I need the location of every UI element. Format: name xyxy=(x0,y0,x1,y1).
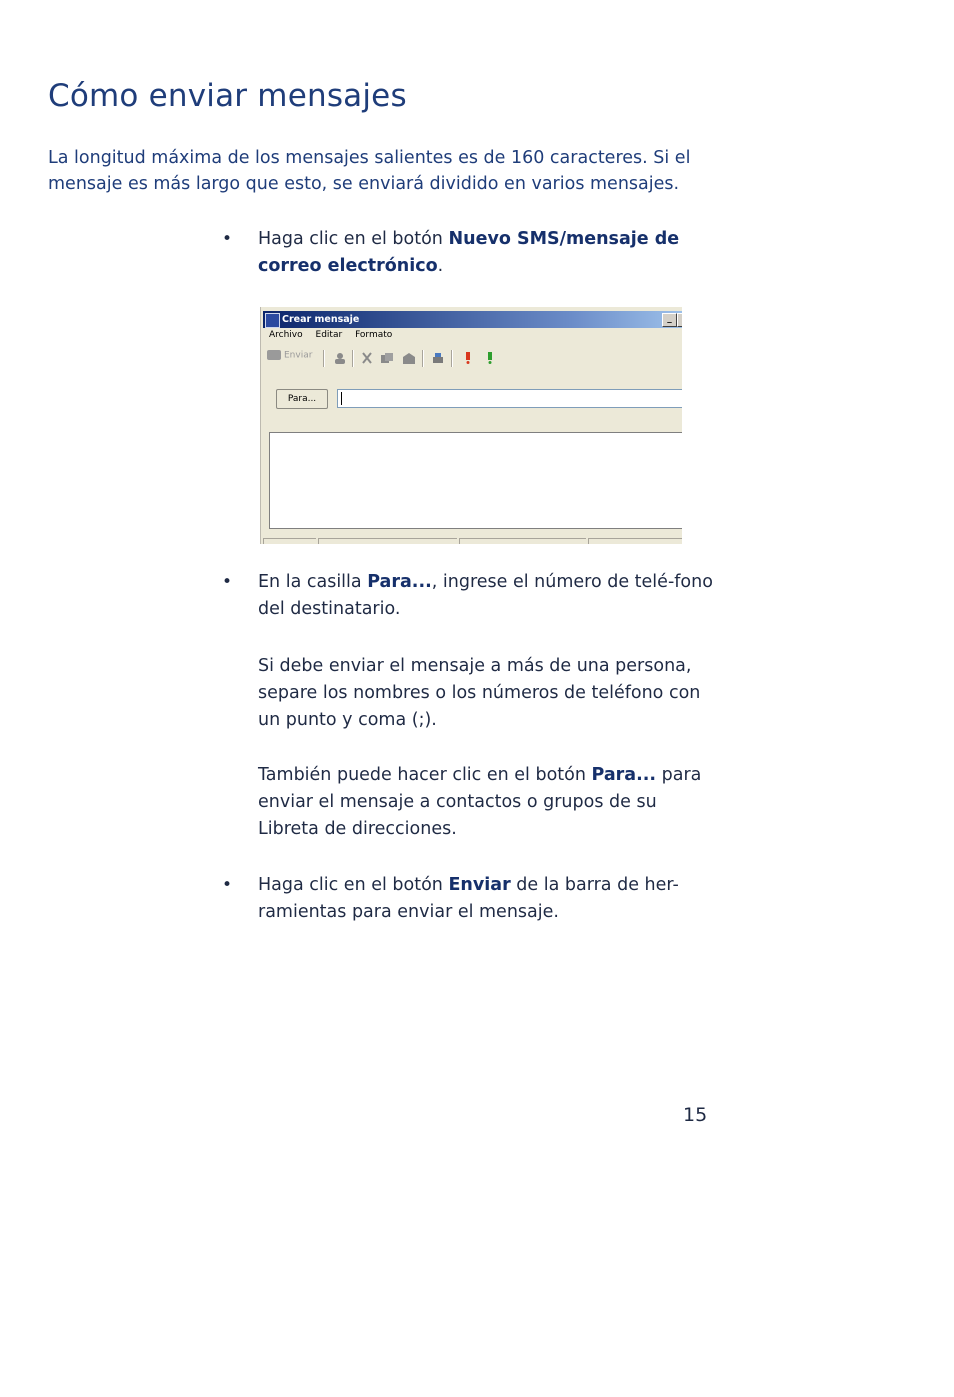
high-priority-icon[interactable] xyxy=(461,352,475,364)
status-cell xyxy=(318,538,457,544)
step-1 xyxy=(258,226,718,280)
step-3-text: Haga clic en el botón xyxy=(258,875,449,895)
toolbar-separator xyxy=(422,350,424,367)
cut-icon[interactable] xyxy=(360,352,374,364)
intro-text: La longitud máxima de los mensajes salientes es de 160 caracteres. Si el mensaje es más largo que esto, se enviará dividido en varios mensajes. xyxy=(48,148,691,194)
toolbar-separator xyxy=(451,350,453,367)
send-label: Enviar xyxy=(284,350,313,361)
step-2-text: En la casilla xyxy=(258,572,368,592)
bullet: • xyxy=(222,229,233,249)
paste-icon[interactable] xyxy=(402,352,416,364)
status-cell xyxy=(588,538,682,544)
to-button-ref: Para... xyxy=(367,572,432,592)
bullet: • xyxy=(222,572,233,592)
to-button-ref: Para... xyxy=(591,765,657,785)
new-message-button-ref: Nuevo SMS/mensaje de correo electrónico xyxy=(258,229,680,276)
step-1-end: . xyxy=(437,256,444,276)
status-bar xyxy=(261,537,682,544)
toolbar-separator xyxy=(352,350,354,367)
toolbar-separator xyxy=(323,350,325,367)
copy-icon[interactable] xyxy=(380,352,394,364)
send-button-ref: Enviar xyxy=(448,875,511,895)
recipient-input[interactable] xyxy=(337,389,682,408)
toolbar xyxy=(265,347,682,369)
step-2-note-1: Si debe enviar el mensaje a más de una persona, separe los nombres o los números de teléfono con un punto y coma (;). xyxy=(258,656,701,730)
send-button[interactable] xyxy=(267,350,312,361)
step-2-end: , ingrese el número de telé-fono del destinatario. xyxy=(258,572,713,619)
to-button[interactable]: Para... xyxy=(276,389,328,409)
menu-formato[interactable]: Formato xyxy=(355,330,393,340)
step-2-note-2 xyxy=(258,762,718,843)
step-2-note-end: para enviar el mensaje a contactos o grupos de su Libreta de direcciones. xyxy=(258,765,702,839)
send-icon xyxy=(267,350,281,360)
step-3-end: de la barra de her-ramientas para enviar el mensaje. xyxy=(258,875,679,922)
page-title: Cómo enviar mensajes xyxy=(48,78,407,114)
step-1-text: Haga clic en el botón xyxy=(258,229,449,249)
window-titlebar xyxy=(263,311,682,328)
minimize-button[interactable]: _ xyxy=(662,313,677,327)
window-title: Crear mensaje xyxy=(282,314,360,325)
bullet: • xyxy=(222,875,233,895)
menu-editar[interactable]: Editar xyxy=(315,330,343,340)
message-body[interactable] xyxy=(269,432,682,529)
low-priority-icon[interactable] xyxy=(483,352,497,364)
page-number: 15 xyxy=(683,1104,708,1126)
contact-icon[interactable] xyxy=(333,352,347,364)
step-2-note-text: También puede hacer clic en el botón xyxy=(258,765,592,785)
create-message-window xyxy=(260,307,682,544)
text-caret xyxy=(341,392,342,405)
app-icon xyxy=(265,313,280,328)
menu-bar xyxy=(269,330,402,340)
maximize-button[interactable] xyxy=(677,313,682,327)
step-3 xyxy=(258,872,718,926)
menu-archivo[interactable]: Archivo xyxy=(269,330,303,340)
status-cell xyxy=(263,538,316,544)
status-cell xyxy=(459,538,586,544)
step-2 xyxy=(258,569,718,623)
print-icon[interactable] xyxy=(431,352,445,364)
